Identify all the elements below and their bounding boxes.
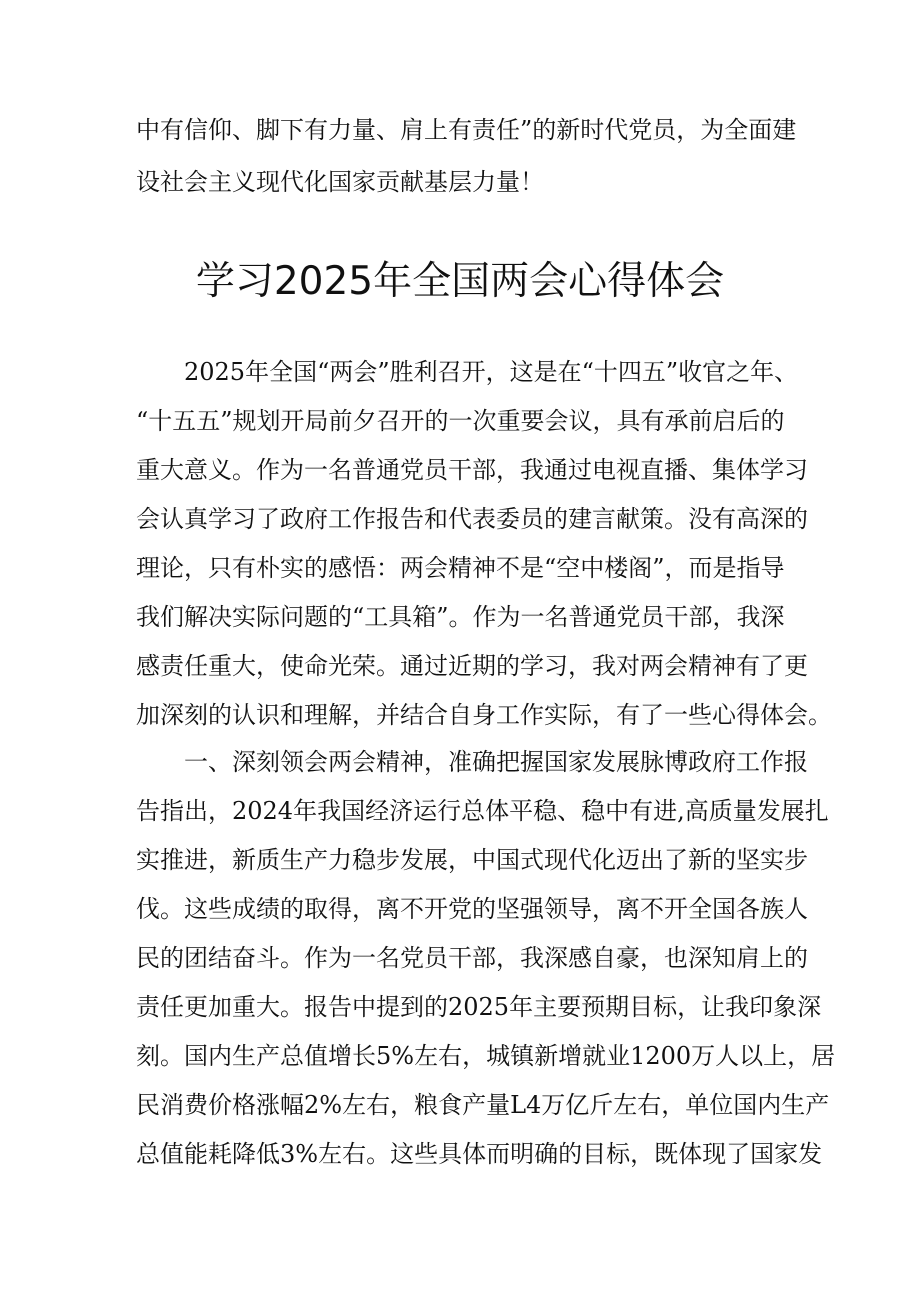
text-line: 我们解决实际问题的“工具箱”。作为一名普通党员干部，我深: [136, 603, 785, 631]
text-line: 民的团结奋斗。作为一名党员干部，我深感自豪，也深知肩上的: [136, 944, 808, 972]
text-line: 实推进，新质生产力稳步发展，中国式现代化迈出了新的坚实步: [136, 846, 808, 874]
text-line: 总值能耗降低3%左右。这些具体而明确的目标，既体现了国家发: [136, 1140, 823, 1168]
text-line: 感责任重大，使命光荣。通过近期的学习，我对两会精神有了更: [136, 652, 808, 680]
text-line: 设社会主义现代化国家贡献基层力量！: [136, 168, 544, 196]
text-line: 加深刻的认识和理解，并结合自身工作实际，有了一些心得体会。: [136, 701, 832, 729]
text-line: 理论，只有朴实的感悟：两会精神不是“空中楼阁”，而是指导: [136, 554, 785, 582]
text-line: 一、深刻领会两会精神，准确把握国家发展脉博政府工作报: [136, 748, 808, 776]
text-line: 2025年全国“两会”胜利召开，这是在“十四五”收官之年、: [136, 358, 799, 386]
text-line: 伐。这些成绩的取得，离不开党的坚强领导，离不开全国各族人: [136, 895, 808, 923]
text-line: 重大意义。作为一名普通党员干部，我通过电视直播、集体学习: [136, 456, 808, 484]
text-line: 刻。国内生产总值增长5%左右，城镇新增就业1200万人以上，居: [136, 1042, 836, 1070]
text-line: 告指出，2024年我国经济运行总体平稳、稳中有进,高质量发展扎: [136, 797, 829, 825]
text-line: “十五五”规划开局前夕召开的一次重要会议，具有承前启后的: [136, 407, 785, 435]
text-line: 会认真学习了政府工作报告和代表委员的建言献策。没有高深的: [136, 505, 808, 533]
text-line: 责任更加重大。报告中提到的2025年主要预期目标，让我印象深: [136, 993, 822, 1021]
document-title: 学习2025年全国两会心得体会: [195, 259, 725, 304]
text-line: 中有信仰、脚下有力量、肩上有责任”的新时代党员，为全面建: [136, 116, 797, 144]
text-line: 民消费价格涨幅2%左右，粮食产量L4万亿斤左右，单位国内生产: [136, 1091, 830, 1119]
